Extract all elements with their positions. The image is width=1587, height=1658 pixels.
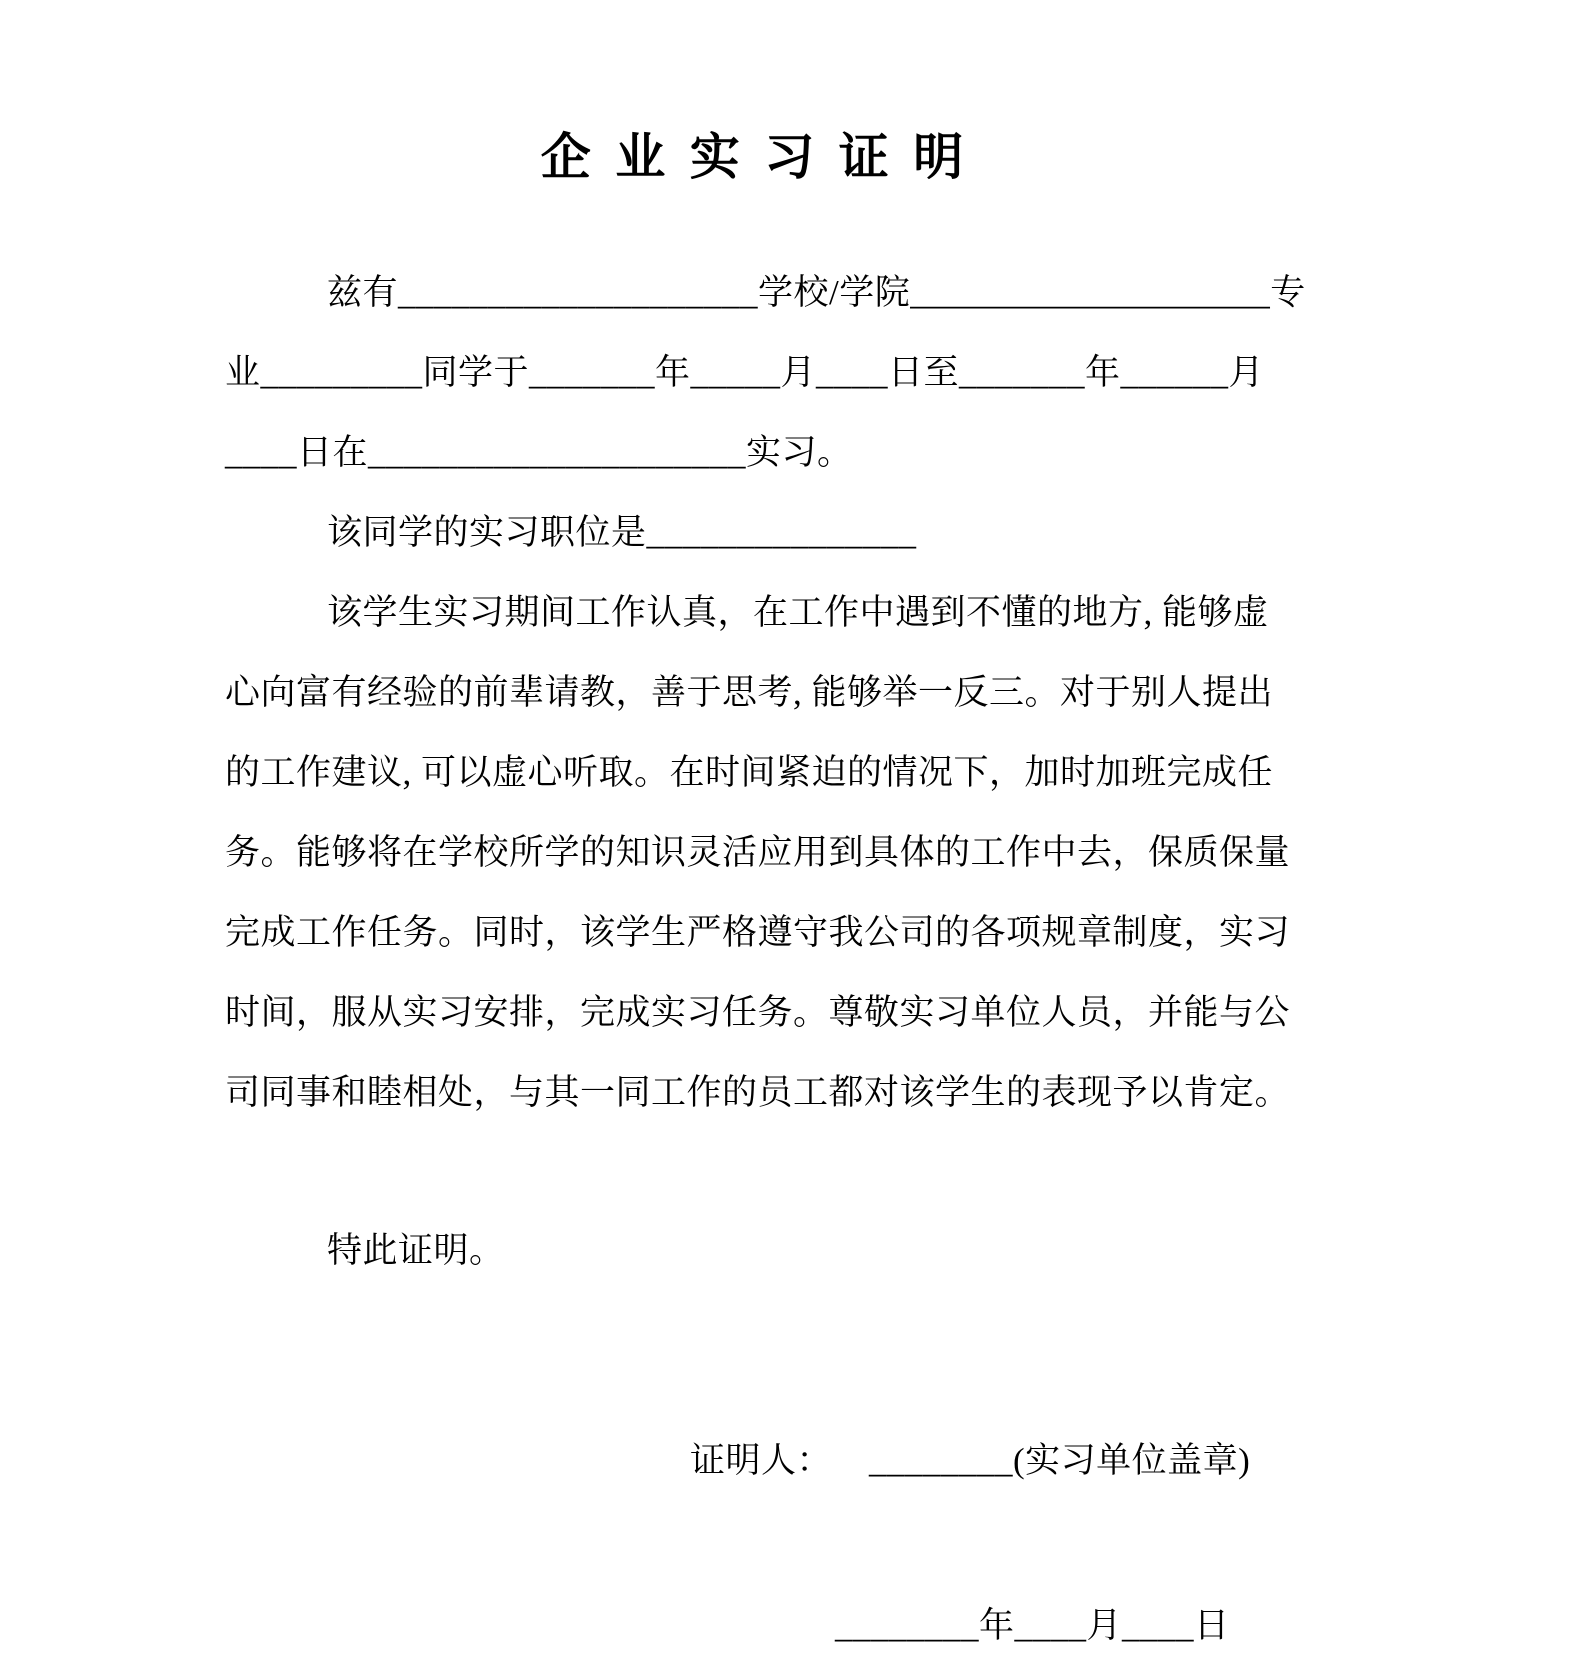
closing-statement: 特此证明。 <box>327 1231 505 1270</box>
evaluation-line-2: 心向富有经验的前辈请教，善于思考, 能够举一反三。对于别人提出 <box>225 673 1274 712</box>
certifier-signature-line: 证明人： ________(实习单位盖章) <box>690 1441 1251 1480</box>
opening-line-1: 兹有____________________学校/学院____________________专 <box>327 273 1306 312</box>
opening-line-2: 业_________同学于_______年_____月____日至_______年______月 <box>225 353 1265 392</box>
evaluation-line-4: 务。能够将在学校所学的知识灵活应用到具体的工作中去，保质保量 <box>225 833 1291 872</box>
page-title: 企 业 实 习 证 明 <box>540 129 970 185</box>
evaluation-line-3: 的工作建议, 可以虚心听取。在时间紧迫的情况下，加时加班完成任 <box>225 753 1274 792</box>
date-line: ________年____月____日 <box>835 1606 1230 1645</box>
opening-line-3: ____日在_____________________实习。 <box>225 433 853 472</box>
evaluation-line-5: 完成工作任务。同时，该学生严格遵守我公司的各项规章制度，实习 <box>225 913 1291 952</box>
internship-position-line: 该同学的实习职位是_______________ <box>327 513 917 552</box>
evaluation-line-6: 时间，服从实习安排，完成实习任务。尊敬实习单位人员，并能与公 <box>225 993 1291 1032</box>
evaluation-line-1: 该学生实习期间工作认真，在工作中遇到不懂的地方, 能够虚 <box>327 593 1269 632</box>
evaluation-line-7: 司同事和睦相处，与其一同工作的员工都对该学生的表现予以肯定。 <box>225 1073 1291 1112</box>
